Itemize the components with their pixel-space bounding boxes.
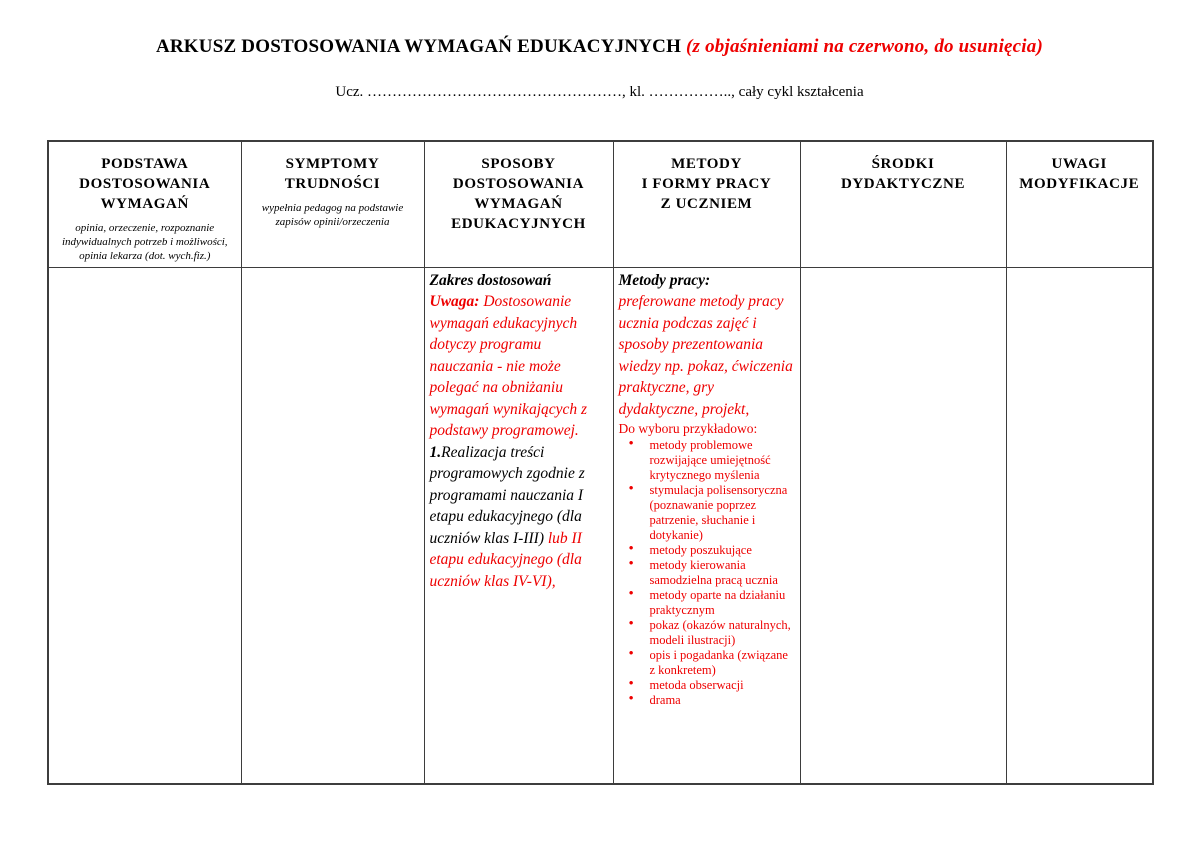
point1-number: 1. (429, 443, 442, 461)
method-list-item: • metody problemowe rozwijające umiejętność krytycznego myślenia (629, 438, 796, 483)
metody-intro: preferowane metody pracy ucznia podczas zajęć i sposoby prezentowania wiedzy np. pokaz, ćwiczenia praktyczne, gry dydaktyczne, projekt, (618, 293, 793, 418)
page-title-main: ARKUSZ DOSTOSOWANIA WYMAGAŃ EDUKACYJNYCH (155, 36, 687, 57)
header-metody-formy (613, 141, 800, 267)
header-title: SYMPTOMY TRUDNOŚCI (284, 156, 381, 192)
page-title (0, 0, 1199, 58)
method-list-item: • metody oparte na działaniu praktycznym (629, 588, 796, 618)
requirements-table (47, 140, 1154, 785)
header-srodki-dydaktyczne (800, 141, 1006, 267)
page-title-red-note: (z objaśnieniami na czerwono, do usunięcia) (686, 36, 1044, 57)
sposoby-uwaga (430, 291, 609, 442)
header-title: PODSTAWA DOSTOSOWANIA WYMAGAŃ (79, 156, 211, 212)
student-line: Ucz. ……………………………………………, kl. …………….., cały cykl kształcenia (335, 84, 864, 100)
cell-metody (613, 267, 800, 784)
table-body-row (48, 267, 1153, 784)
sposoby-point1 (430, 442, 609, 593)
header-podstawa-dostosowania (48, 141, 241, 267)
point1-text: Realizacja treści programowych zgodnie z programami nauczania I etapu edukacyjnego (dla uczniów klas I-III) (429, 443, 585, 547)
metody-heading: Metody pracy: (618, 271, 711, 289)
point1-red-text: lub II etapu edukacyjnego (dla uczniów klas IV-VI), (429, 529, 582, 590)
metody-bullet-list (619, 438, 796, 708)
header-note: wypełnia pedagog na podstawie zapisów opinii/orzeczenia (261, 202, 404, 228)
method-list-item: • metody poszukujące (629, 543, 796, 558)
cell-symptomy-empty (241, 267, 424, 784)
method-list-item: • pokaz (okazów naturalnych, modeli ilustracji) (629, 618, 796, 648)
header-sposoby-dostosowania (424, 141, 613, 267)
method-list-item: • drama (629, 693, 796, 708)
cell-srodki-empty (800, 267, 1006, 784)
method-list-item: • metody kierowania samodzielna pracą ucznia (629, 558, 796, 588)
header-uwagi-modyfikacje (1006, 141, 1153, 267)
uwaga-label: Uwaga: (429, 293, 480, 310)
header-note: opinia, orzeczenie, rozpoznanie indywidualnych potrzeb i możliwości, opinia lekarza (dot. wych.fiz.) (61, 222, 228, 262)
method-list-item: • opis i pogadanka (związane z konkretem) (629, 648, 796, 678)
header-title: UWAGI MODYFIKACJE (1019, 156, 1140, 192)
header-symptomy-trudnosci (241, 141, 424, 267)
metody-list-intro: Do wyboru przykładowo: (618, 421, 758, 436)
cell-podstawa-empty (48, 267, 241, 784)
method-list-item: • metoda obserwacji (629, 678, 796, 693)
header-title: ŚRODKI DYDAKTYCZNE (840, 156, 966, 192)
sposoby-heading: Zakres dostosowań (429, 271, 552, 289)
cell-uwagi-empty (1006, 267, 1153, 784)
method-list-item: • stymulacja polisensoryczna (poznawanie poprzez patrzenie, słuchanie i dotykanie) (629, 483, 796, 543)
table-header-row (48, 141, 1153, 267)
header-title: SPOSOBY DOSTOSOWANIA WYMAGAŃ EDUKACYJNYCH (451, 156, 586, 232)
uwaga-text: Dostosowanie wymagań edukacyjnych dotyczy programu nauczania - nie może polegać na obniżaniu wymagań wynikających z podstawy programowej. (429, 293, 588, 439)
cell-sposoby (424, 267, 613, 784)
header-title: METODY I FORMY PRACY Z UCZNIEM (641, 156, 772, 212)
